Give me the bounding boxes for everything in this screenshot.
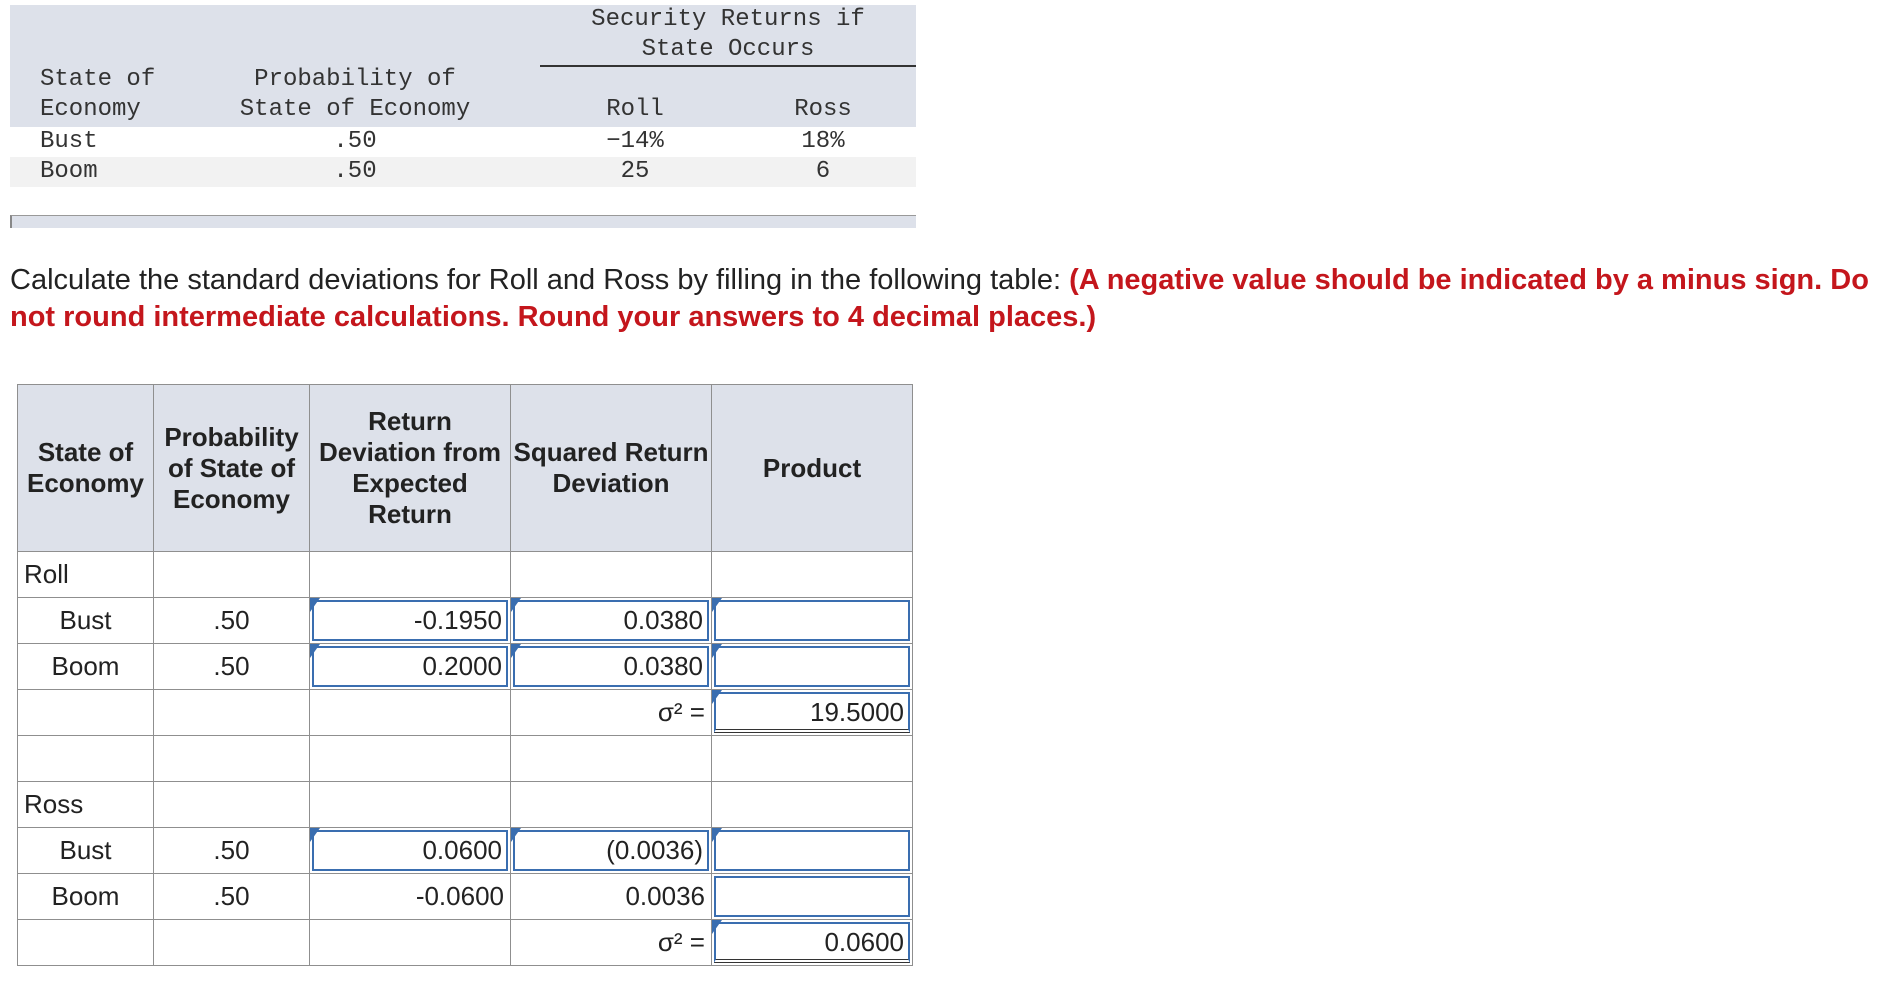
roll-bust-deviation-input[interactable]: -0.1950: [312, 600, 508, 641]
ross-bust-squared-input[interactable]: (0.0036): [513, 830, 709, 871]
instructions-note: (A negative value should be indicated by a minus sign. Do not round intermediate calculations. Round your answers to 4 decimal places.): [10, 264, 1869, 333]
group-header-line-1: Security Returns if: [591, 6, 865, 33]
info-row-boom: [10, 157, 916, 187]
squared-cell: [511, 644, 712, 690]
info-ross: 18%: [801, 128, 845, 155]
variance-row-roll: [18, 690, 913, 736]
section-row-ross: [18, 782, 913, 828]
header-state: State of Economy: [18, 385, 154, 552]
roll-bust-product-input[interactable]: [714, 600, 910, 641]
table-row: [18, 874, 913, 920]
header-return-deviation: Return Deviation from Expected Return: [310, 385, 511, 552]
answer-flag-icon: [310, 828, 320, 842]
answer-flag-icon: [712, 828, 722, 842]
ross-variance-input[interactable]: 0.0600: [714, 922, 910, 963]
info-row-bust: [10, 127, 916, 157]
roll-boom-squared-input[interactable]: 0.0380: [513, 646, 709, 687]
info-table-footer-bar: [10, 215, 916, 228]
info-state: Bust: [40, 128, 98, 155]
ross-bust-deviation-input[interactable]: 0.0600: [312, 830, 508, 871]
instructions-text: Calculate the standard deviations for Roll and Ross by filling in the following table:: [10, 264, 1070, 296]
variance-cell: [712, 920, 913, 966]
state-cell: Bust: [18, 828, 154, 874]
variance-row-ross: [18, 920, 913, 966]
answer-flag-icon: [712, 598, 722, 612]
squared-cell: [511, 598, 712, 644]
col-state-header: [40, 65, 155, 125]
instructions: [10, 262, 1870, 336]
header-product: Product: [712, 385, 913, 552]
answer-flag-icon: [712, 644, 722, 658]
col-state-line-1: State of: [40, 66, 156, 93]
header-squared-deviation: Squared Return Deviation: [511, 385, 712, 552]
security-returns-table: [10, 5, 916, 228]
sigma-squared-label: σ² =: [511, 690, 712, 736]
worksheet-header-row: [18, 385, 913, 552]
table-row: [18, 644, 913, 690]
group-header: [540, 5, 916, 65]
probability-cell: .50: [154, 598, 310, 644]
roll-bust-squared-input[interactable]: 0.0380: [513, 600, 709, 641]
info-state: Boom: [40, 158, 98, 185]
section-label-roll: Roll: [18, 552, 154, 598]
product-cell: [712, 644, 913, 690]
col-state-line-2: Economy: [40, 96, 141, 123]
info-prob: .50: [333, 158, 377, 185]
col-ross-header: Ross: [794, 96, 852, 123]
answer-flag-icon: [511, 828, 521, 842]
roll-boom-product-input[interactable]: [714, 646, 910, 687]
col-roll-header: Roll: [606, 96, 664, 123]
ross-boom-product-input[interactable]: [714, 876, 910, 917]
probability-cell: .50: [154, 828, 310, 874]
info-prob: .50: [333, 128, 377, 155]
section-label-ross: Ross: [18, 782, 154, 828]
spacer-row: [18, 736, 913, 782]
sigma-squared-label: σ² =: [511, 920, 712, 966]
answer-flag-icon: [511, 644, 521, 658]
ross-boom-deviation-value: -0.0600: [310, 874, 511, 920]
product-cell: [712, 828, 913, 874]
std-dev-worksheet: [17, 384, 913, 966]
variance-cell: [712, 690, 913, 736]
answer-flag-icon: [310, 644, 320, 658]
col-prob-line-1: Probability of: [254, 66, 456, 93]
deviation-cell: [310, 828, 511, 874]
ross-boom-squared-value: 0.0036: [511, 874, 712, 920]
col-prob-header: [190, 65, 520, 125]
roll-boom-deviation-input[interactable]: 0.2000: [312, 646, 508, 687]
section-row-roll: [18, 552, 913, 598]
state-cell: Bust: [18, 598, 154, 644]
squared-cell: [511, 828, 712, 874]
group-header-line-2: State Occurs: [641, 36, 815, 63]
roll-variance-input[interactable]: 19.5000: [714, 692, 910, 733]
probability-cell: .50: [154, 874, 310, 920]
header-probability: Probability of State of Economy: [154, 385, 310, 552]
answer-flag-icon: [712, 920, 722, 934]
product-cell: [712, 598, 913, 644]
answer-flag-icon: [511, 598, 521, 612]
state-cell: Boom: [18, 644, 154, 690]
group-header-rule: [540, 65, 916, 67]
state-cell: Boom: [18, 874, 154, 920]
table-row: [18, 828, 913, 874]
deviation-cell: [310, 598, 511, 644]
probability-cell: .50: [154, 644, 310, 690]
info-table-header: [10, 5, 916, 127]
answer-flag-icon: [712, 690, 722, 704]
product-cell: [712, 874, 913, 920]
ross-bust-product-input[interactable]: [714, 830, 910, 871]
info-roll: 25: [620, 158, 650, 185]
deviation-cell: [310, 644, 511, 690]
info-roll: −14%: [606, 128, 664, 155]
info-ross: 6: [815, 158, 831, 185]
answer-flag-icon: [310, 598, 320, 612]
table-row: [18, 598, 913, 644]
col-prob-line-2: State of Economy: [239, 96, 471, 123]
